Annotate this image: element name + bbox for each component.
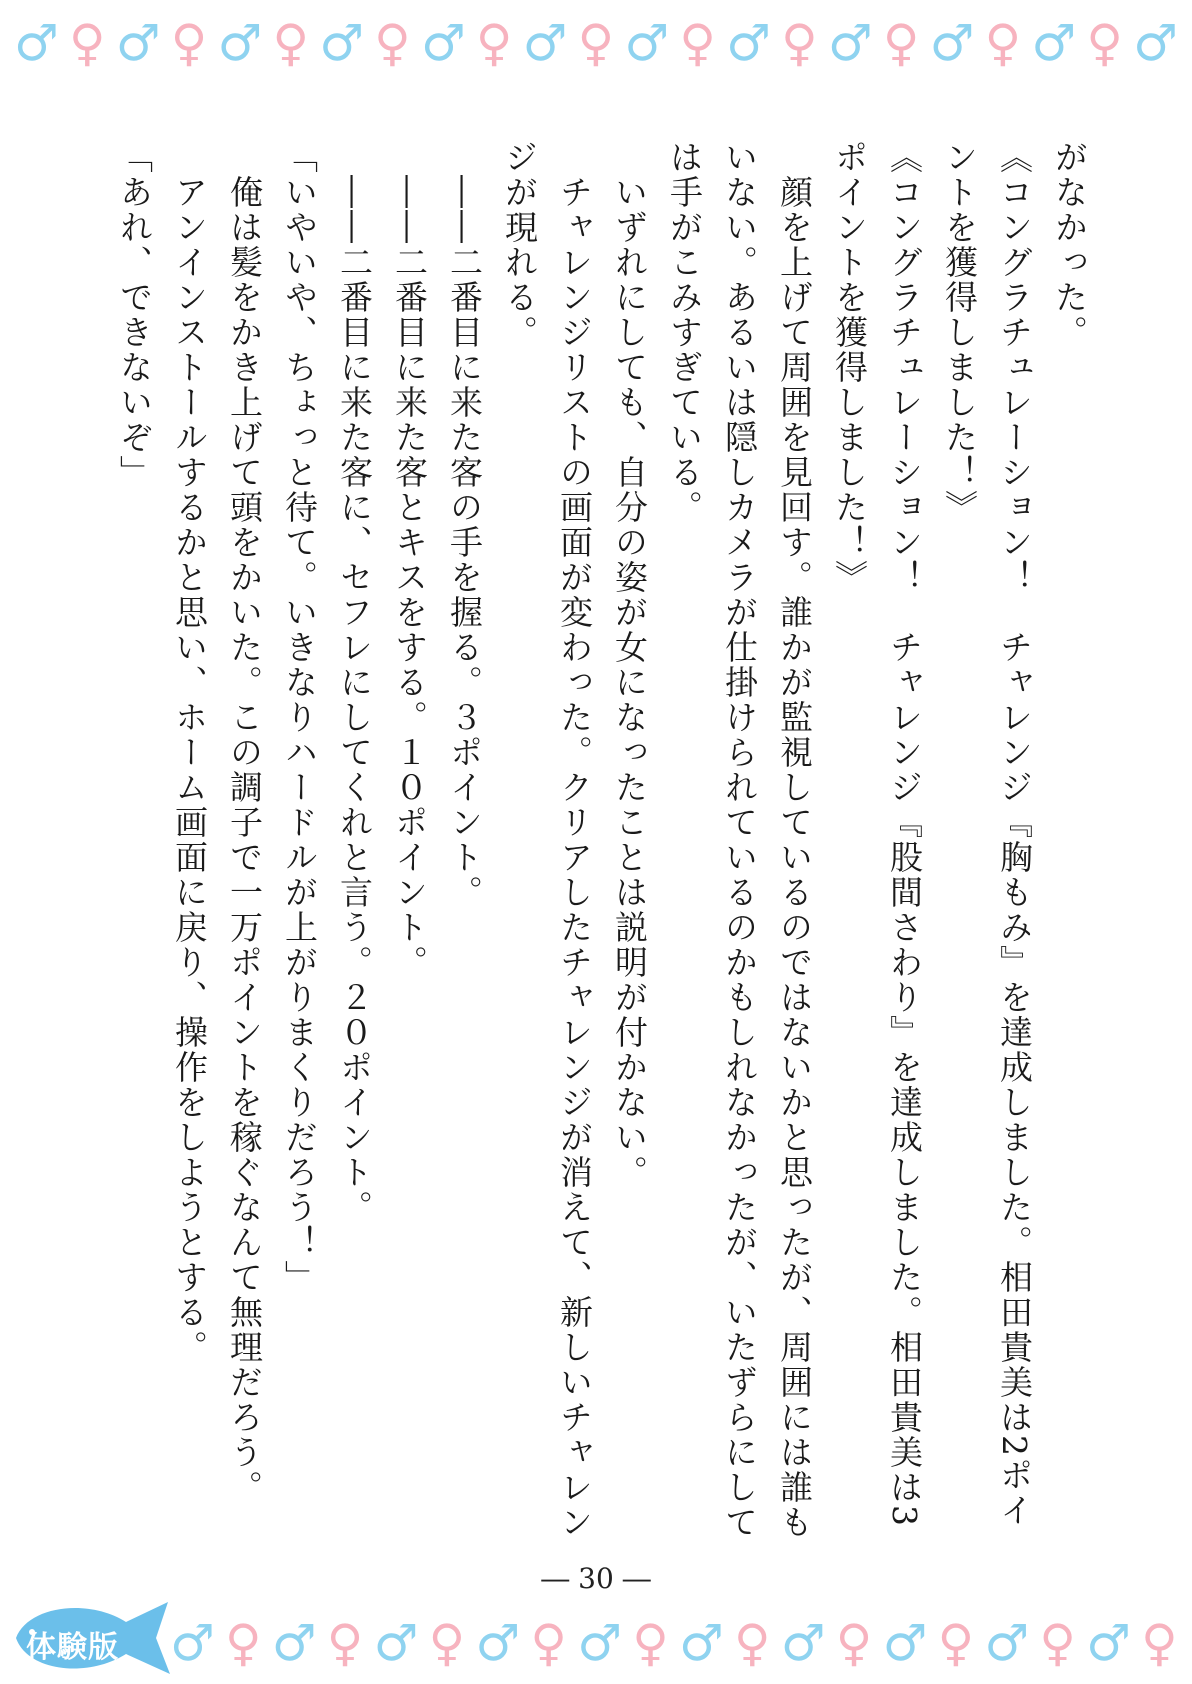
paragraph: 《コングラチュレーション！ チャレンジ『胸もみ』を達成しました。相田貴美は2ポイントを獲得しました！》	[940, 140, 1034, 1528]
female-symbol-icon: ♀	[781, 14, 818, 72]
male-symbol-icon: ♂	[780, 1614, 826, 1672]
paragraph: アンインストールするかと思い、ホーム画面に戻り、操作をしようとする。	[170, 140, 209, 1365]
paragraph: ――二番目に来た客の手を握る。３ポイント。	[445, 140, 484, 910]
female-symbol-icon: ♀	[632, 1614, 669, 1672]
trial-version-badge	[8, 1592, 173, 1680]
paragraph: 《コングラチュレーション！ チャレンジ『股間さわり』を達成しました。相田貴美は3ポイントを獲得しました！》	[830, 140, 924, 1528]
male-symbol-icon: ♂	[984, 1614, 1030, 1672]
female-symbol-icon: ♀	[679, 14, 716, 72]
male-symbol-icon: ♂	[217, 14, 263, 72]
paragraph: 「あれ、できないぞ」	[115, 140, 154, 490]
male-symbol-icon: ♂	[373, 1614, 419, 1672]
female-symbol-icon: ♀	[835, 1614, 873, 1672]
female-symbol-icon: ♀	[326, 1614, 364, 1672]
paragraph: ――二番目に来た客とキスをする。１０ポイント。	[390, 140, 429, 980]
female-symbol-icon: ♀	[428, 1614, 466, 1672]
female-symbol-icon: ♀	[984, 14, 1022, 72]
male-symbol-icon: ♂	[624, 14, 670, 72]
male-symbol-icon: ♂	[271, 1614, 317, 1672]
paragraph: 顔を上げて周囲を見回す。誰かが監視しているのではないかと思ったが、周囲には誰もいない。あるいは隠しカメラが仕掛けられているのかもしれなかったが、いたずらにしては手がこみすぎている。	[665, 140, 814, 1540]
female-symbol-icon: ♀	[577, 14, 615, 72]
top-gender-border	[0, 10, 1192, 76]
paragraph: いずれにしても、自分の姿が女になったことは説明が付かない。	[610, 140, 649, 1190]
male-symbol-icon: ♂	[1031, 14, 1077, 72]
male-symbol-icon: ♂	[14, 14, 59, 72]
female-symbol-icon: ♀	[374, 14, 411, 72]
female-symbol-icon: ♀	[937, 1614, 975, 1672]
male-symbol-icon: ♂	[420, 14, 466, 72]
bottom-gender-border	[0, 1610, 1192, 1676]
female-symbol-icon: ♀	[68, 14, 106, 72]
male-symbol-icon: ♂	[827, 14, 873, 72]
female-symbol-icon: ♀	[882, 14, 920, 72]
female-symbol-icon: ♀	[272, 14, 310, 72]
paragraph: チャレンジリストの画面が変わった。クリアしたチャレンジが消えて、新しいチャレンジが現れる。	[500, 140, 594, 1540]
male-symbol-icon: ♂	[522, 14, 568, 72]
paragraph: 俺は髪をかき上げて頭をかいた。この調子で一万ポイントを稼ぐなんて無理だろう。	[225, 140, 264, 1505]
male-symbol-icon: ♂	[475, 1614, 521, 1672]
female-symbol-icon: ♀	[530, 1614, 568, 1672]
page-number: ― 30 ―	[541, 1562, 651, 1595]
paragraph: 「いやいや、ちょっと待て。いきなりハードルが上がりまくりだろう！」	[280, 140, 319, 1295]
female-symbol-icon: ♀	[733, 1614, 771, 1672]
male-symbol-icon: ♂	[726, 14, 771, 72]
male-symbol-icon: ♂	[170, 1614, 215, 1672]
female-symbol-icon: ♀	[475, 14, 513, 72]
male-symbol-icon: ♂	[1086, 1614, 1131, 1672]
trial-version-label: 体験版	[26, 1630, 119, 1665]
paragraph: がなかった。	[1050, 140, 1089, 350]
female-symbol-icon: ♀	[170, 14, 208, 72]
male-symbol-icon: ♂	[1133, 14, 1178, 72]
male-symbol-icon: ♂	[577, 1614, 623, 1672]
paragraph: ――二番目に来た客に、セフレにしてくれと言う。２０ポイント。	[335, 140, 374, 1225]
male-symbol-icon: ♂	[678, 1614, 724, 1672]
novel-text-column	[107, 140, 1097, 1540]
male-symbol-icon: ♂	[115, 14, 161, 72]
male-symbol-icon: ♂	[319, 14, 365, 72]
male-symbol-icon: ♂	[929, 14, 975, 72]
female-symbol-icon: ♀	[1039, 1614, 1076, 1672]
female-symbol-icon: ♀	[1086, 14, 1123, 72]
female-symbol-icon: ♀	[225, 1614, 262, 1672]
male-symbol-icon: ♂	[882, 1614, 928, 1672]
female-symbol-icon: ♀	[1141, 1614, 1178, 1672]
